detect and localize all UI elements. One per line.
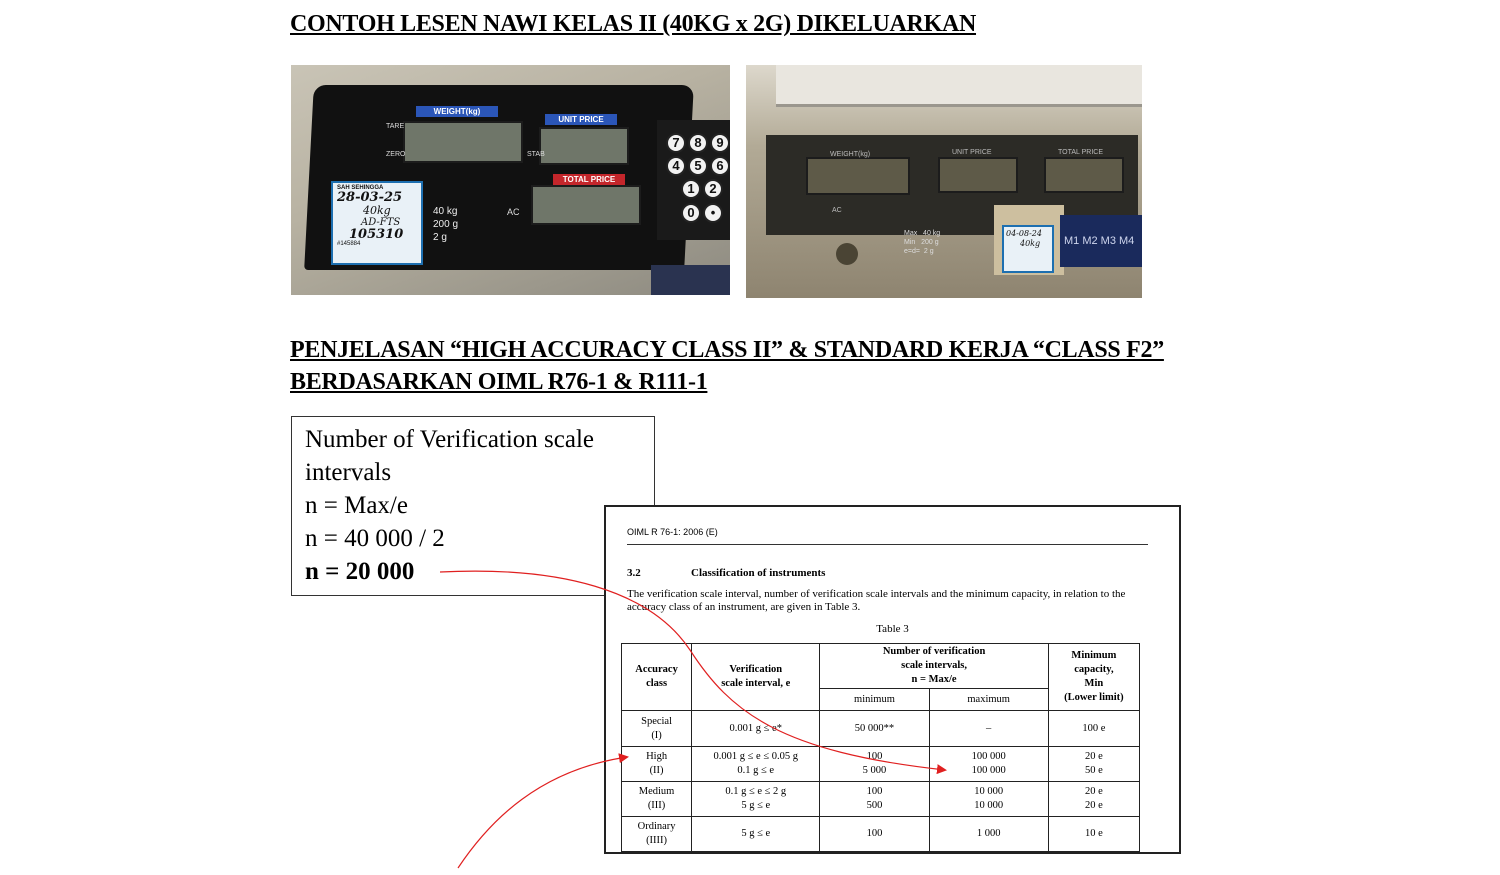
unit-price-label-2: UNIT PRICE: [952, 149, 992, 156]
key-7: 7: [666, 133, 686, 153]
section-heading-line1: PENJELASAN “HIGH ACCURACY CLASS II” & STANDARD KERJA “CLASS F2”: [290, 337, 1164, 363]
col-verification-interval: Verification scale interval, e: [692, 644, 820, 711]
formula-line-4: n = 40 000 / 2: [305, 525, 445, 552]
table-row: [622, 817, 1140, 852]
cell-min: 100: [820, 817, 929, 852]
key-8: 8: [688, 133, 708, 153]
ac-label-2: AC: [832, 207, 842, 214]
key-9: 9: [710, 133, 730, 153]
formula-result: n = 20 000: [305, 558, 415, 585]
cell-max: 100 000 100 000: [929, 747, 1048, 782]
scale-specs-2: Max 40 kg Min 200 g e=d= 2 g: [904, 230, 941, 255]
key-2: 2: [703, 179, 723, 199]
cell-capacity: 10 e: [1048, 817, 1139, 852]
doc-divider: [627, 544, 1148, 545]
table-row: [622, 747, 1140, 782]
cell-class: Ordinary (IIII): [622, 817, 692, 852]
cell-capacity: 100 e: [1048, 711, 1139, 747]
cell-min: 50 000**: [820, 711, 929, 747]
page-title: CONTOH LESEN NAWI KELAS II (40KG x 2G) DIKELUARKAN: [290, 11, 977, 37]
cell-class: High (II): [622, 747, 692, 782]
verification-sticker-2: 04-08-24 40kg: [1002, 225, 1054, 273]
cell-class: Medium (III): [622, 782, 692, 817]
cell-capacity: 20 e 20 e: [1048, 782, 1139, 817]
weight-label: WEIGHT(kg): [416, 106, 498, 117]
table-row: [622, 711, 1140, 747]
unit-price-label: UNIT PRICE: [545, 114, 617, 125]
doc-header: OIML R 76-1: 2006 (E): [627, 527, 718, 537]
scale-photo-front: [291, 65, 730, 295]
cell-max: 10 000 10 000: [929, 782, 1048, 817]
col-maximum: maximum: [929, 689, 1048, 711]
key-dot: •: [703, 203, 723, 223]
section-text: The verification scale interval, number of verification scale intervals and the minimum capacity, in relation to the accuracy class of an instrument, are given in Table 3.: [627, 588, 1126, 613]
cell-min: 100 500: [820, 782, 929, 817]
cell-capacity: 20 e 50 e: [1048, 747, 1139, 782]
key-4: 4: [666, 156, 686, 176]
col-minimum: minimum: [820, 689, 929, 711]
cell-class: Special (I): [622, 711, 692, 747]
section-number: 3.2: [627, 567, 641, 579]
key-0: 0: [681, 203, 701, 223]
key-5: 5: [688, 156, 708, 176]
col-number-intervals: Number of verification scale intervals, n = Max/e: [820, 644, 1048, 689]
formula-box: [291, 416, 655, 596]
cell-max: 1 000: [929, 817, 1048, 852]
section-title: Classification of instruments: [691, 567, 826, 579]
formula-line-2: intervals: [305, 459, 392, 486]
memory-keys: M1 M2 M3 M4: [1064, 235, 1135, 247]
scale-specs: 40 kg 200 g 2 g: [433, 206, 459, 243]
total-price-label: TOTAL PRICE: [553, 174, 625, 185]
cell-interval: 0.1 g ≤ e ≤ 2 g 5 g ≤ e: [692, 782, 820, 817]
cell-min: 100 5 000: [820, 747, 929, 782]
ac-label: AC: [507, 207, 520, 217]
table-row: [622, 782, 1140, 817]
oiml-document-excerpt: [604, 505, 1181, 854]
col-min-capacity: Minimum capacity, Min (Lower limit): [1048, 644, 1139, 711]
cell-interval: 5 g ≤ e: [692, 817, 820, 852]
stab-label: STAB: [527, 151, 545, 158]
tare-label: TARE: [386, 123, 405, 130]
zero-label: ZERO: [386, 151, 406, 158]
key-1: 1: [681, 179, 701, 199]
arrow-to-high-class: [458, 757, 627, 868]
formula-line-1: Number of Verification scale: [305, 426, 595, 453]
section-heading-line2: BERDASARKAN OIML R76-1 & R111-1: [290, 369, 708, 395]
key-6: 6: [710, 156, 730, 176]
classification-table: [621, 643, 1140, 852]
table-caption: Table 3: [876, 623, 909, 635]
total-price-label-2: TOTAL PRICE: [1058, 149, 1103, 156]
verification-sticker: SAH SEHINGGA 28-03-25 40kg AD-FTS 105310 #145884: [331, 181, 423, 265]
cell-interval: 0.001 g ≤ e ≤ 0.05 g 0.1 g ≤ e: [692, 747, 820, 782]
cell-interval: 0.001 g ≤ e*: [692, 711, 820, 747]
weight-label-2: WEIGHT(kg): [830, 151, 871, 158]
scale-photo-side: [746, 65, 1142, 298]
formula-line-3: n = Max/e: [305, 492, 408, 519]
col-accuracy-class: Accuracy class: [622, 644, 692, 711]
cell-max: –: [929, 711, 1048, 747]
